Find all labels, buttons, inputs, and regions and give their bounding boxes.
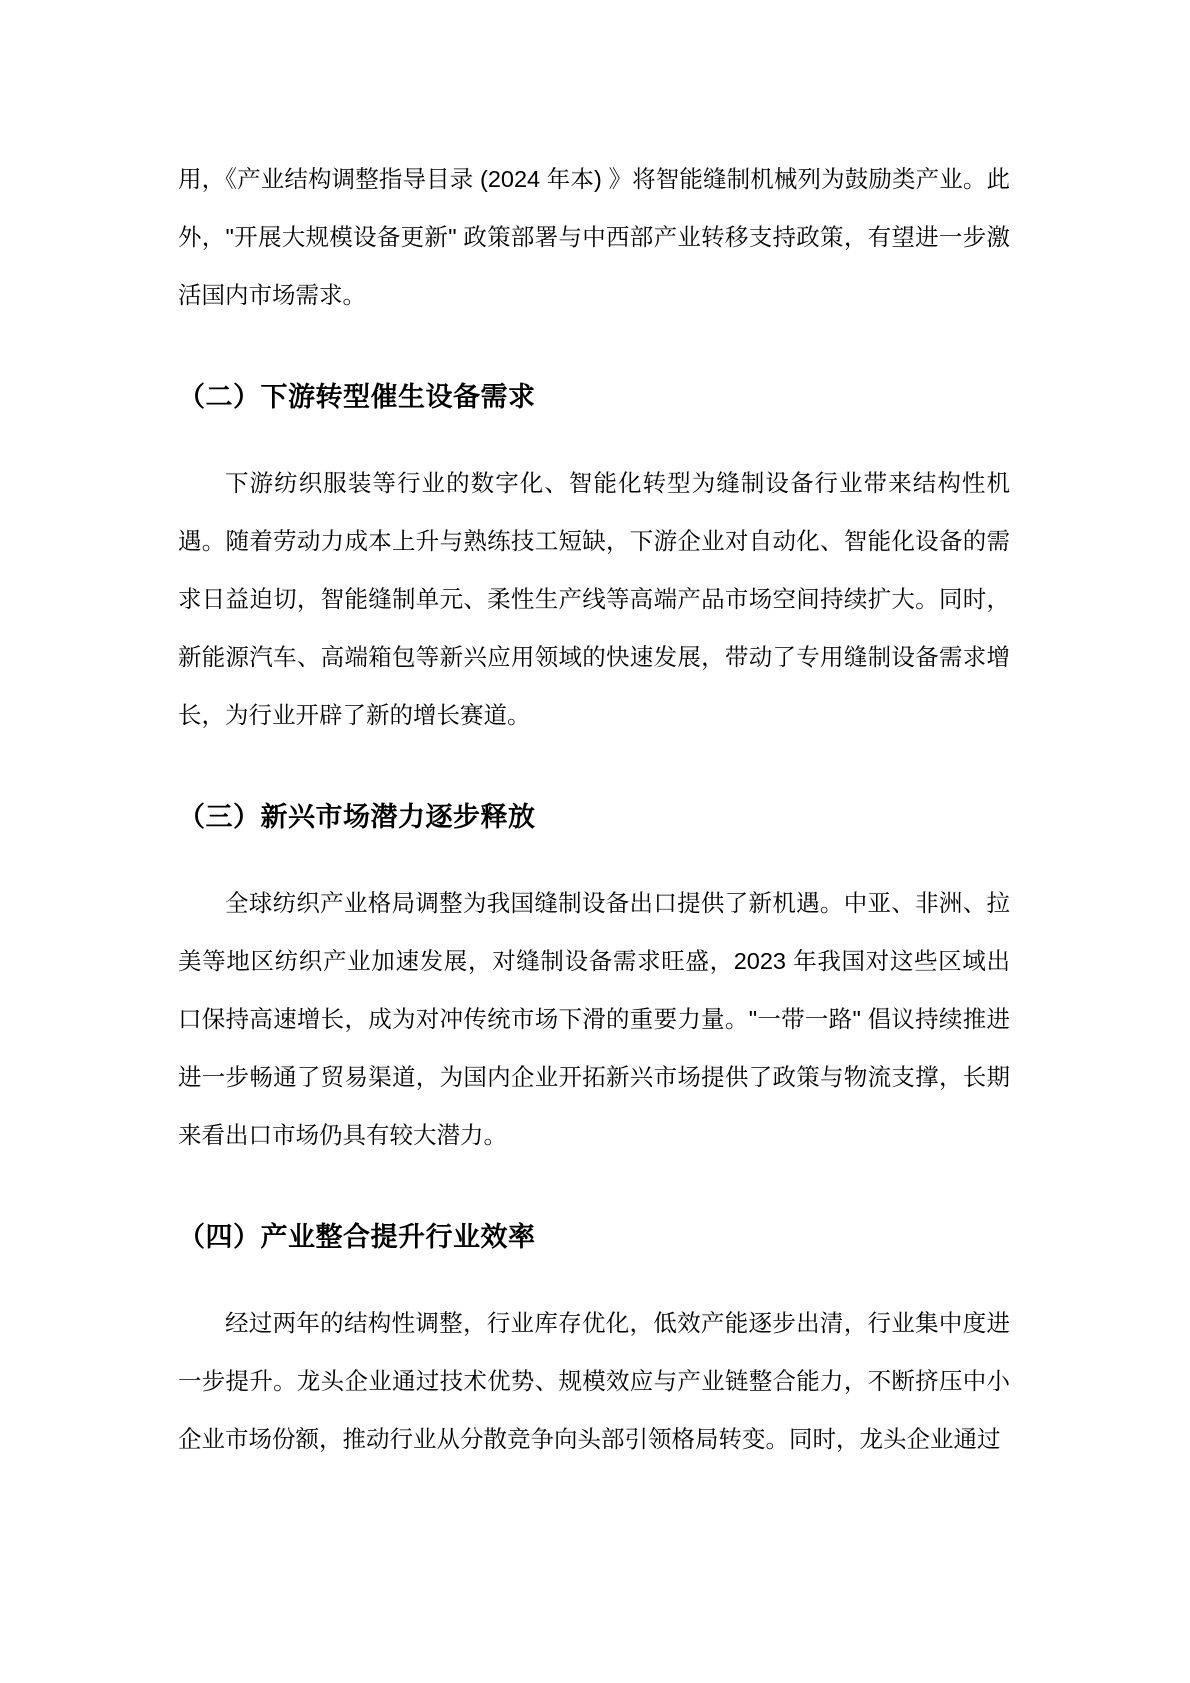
section-heading-2-downstream-transition: （二）下游转型催生设备需求 xyxy=(178,382,536,412)
section-paragraph-downstream-transition: 下游纺织服装等行业的数字化、智能化转型为缝制设备行业带来结构性机遇。随着劳动力成本上升与熟练技工短缺，下游企业对自动化、智能化设备的需求日益迫切，智能缝制单元、柔性生产线等高端产品市场空间持续扩大。同时，新能源汽车、高端箱包等新兴应用领域的快速发展，带动了专用缝制设备需求增长，为行业开辟了新的增长赛道。 xyxy=(178,470,1010,728)
section-paragraph-industry-consolidation: 经过两年的结构性调整，行业库存优化，低效产能逐步出清，行业集中度进一步提升。龙头企业通过技术优势、规模效应与产业链整合能力，不断挤压中小企业市场份额，推动行业从分散竞争向头部引领格局转变。同时，龙头企业通过 xyxy=(178,1310,1010,1452)
section-heading-4-industry-consolidation: （四）产业整合提升行业效率 xyxy=(178,1222,536,1252)
paragraph-intro-continuation: 用，《产业结构调整指导目录 (2024 年本) 》将智能缝制机械列为鼓励类产业。此外，"开展大规模设备更新" 政策部署与中西部产业转移支持政策，有望进一步激活国内市场需求。 xyxy=(178,166,1010,308)
section-paragraph-emerging-markets: 全球纺织产业格局调整为我国缝制设备出口提供了新机遇。中亚、非洲、拉美等地区纺织产业加速发展，对缝制设备需求旺盛，2023 年我国对这些区域出口保持高速增长，成为对冲传统市场下滑的重要力量。"一带一路" 倡议持续推进进一步畅通了贸易渠道，为国内企业开拓新兴市场提供了政策与物流支撑，长期来看出口市场仍具有较大潜力。 xyxy=(178,890,1010,1148)
section-heading-3-emerging-markets: （三）新兴市场潜力逐步释放 xyxy=(178,802,536,832)
